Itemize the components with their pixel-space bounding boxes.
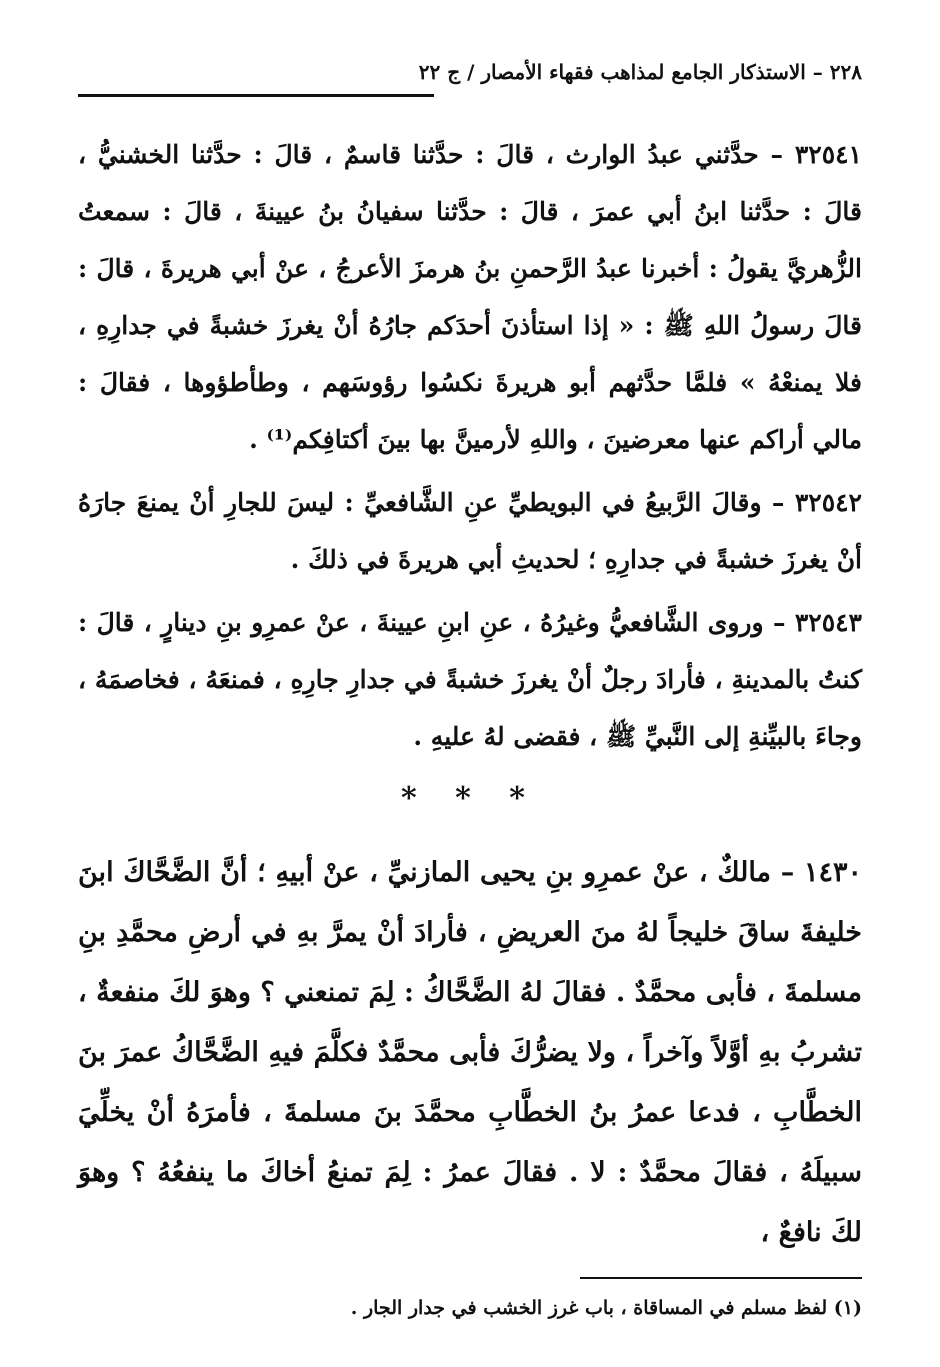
main-text	[78, 126, 862, 1269]
paragraph-number: ٣٢٥٤٢	[794, 488, 862, 517]
footnote-rule	[580, 1277, 862, 1279]
header-rule	[78, 94, 434, 97]
running-title: ٢٢٨ – الاستذكار الجامع لمذاهب فقهاء الأمصار / ج ٢٢	[418, 60, 862, 84]
paragraph-32542	[78, 474, 862, 588]
paragraph-number: ٣٢٥٤١	[794, 140, 862, 169]
hadith-number: ١٤٣٠	[803, 857, 862, 888]
paragraph-32543	[78, 594, 862, 765]
paragraph-text: – وقالَ الرَّبيعُ في البويطيِّ عنِ الشَّافعيِّ : ليسَ للجارِ أنْ يمنعَ جارَهُ أنْ يغرزَ خشبةً في جدارِهِ ؛ لحديثِ أبي هريرةَ في ذلكَ .	[78, 488, 862, 574]
page-header	[78, 60, 862, 100]
paragraph-text: – حدَّثني عبدُ الوارث ، قالَ : حدَّثنا قاسمٌ ، قالَ : حدَّثنا الخشنيُّ ، قالَ : حدَّثنا ابنُ أبي عمرَ ، قالَ : حدَّثنا سفيانُ بنُ عيينةَ ، قالَ : سمعتُ الزُّهريَّ يقولُ : أخبرنا عبدُ الرَّحمنِ بنُ هرمزَ الأعرجُ ، عنْ أبي هريرةَ ، قالَ : قالَ رسولُ اللهِ ﷺ : « إذا استأذنَ أحدَكم جارُهُ أنْ يغرزَ خشبةً في جدارِهِ ، فلا يمنعْهُ » فلمَّا حدَّثهم أبو هريرةَ نكسُوا رؤوسَهم ، وطأطؤوها ، فقالَ : مالي أراكم عنها معرضينَ ، واللهِ لأرمينَّ بها بينَ أكتافِكم⁽¹⁾ .	[78, 140, 862, 454]
paragraph-number: ٣٢٥٤٣	[794, 608, 862, 637]
footnote: (١) لفظ مسلم في المساقاة ، باب غرز الخشب في جدار الجار .	[350, 1297, 862, 1319]
section-separator: * * *	[401, 781, 539, 816]
hadith-text: – مالكٌ ، عنْ عمرِو بنِ يحيى المازنيِّ ، عنْ أبيهِ ؛ أنَّ الضَّحَّاكَ ابنَ خليفةَ ساقَ خليجاً لهُ منَ العريضِ ، فأرادَ أنْ يمرَّ بهِ في أرضِ محمَّدِ بنِ مسلمةَ ، فأبى محمَّدٌ . فقالَ لهُ الضَّحَّاكُ : لِمَ تمنعني ؟ وهوَ لكَ منفعةٌ ، تشربُ بهِ أوَّلاً وآخراً ، ولا يضرُّكَ فأبى محمَّدٌ فكلَّمَ فيهِ الضَّحَّاكُ عمرَ بنَ الخطَّابِ ، فدعا عمرُ بنُ الخطَّابِ محمَّدَ بنَ مسلمةَ ، فأمرَهُ أنْ يخلِّيَ سبيلَهُ ، فقالَ محمَّدٌ : لا . فقالَ عمرُ : لِمَ تمنعُ أخاكَ ما ينفعُهُ ؟ وهوَ لكَ نافعٌ ،	[78, 857, 862, 1248]
paragraph-32541	[78, 126, 862, 468]
hadith-1430	[78, 843, 862, 1263]
paragraph-text: – وروى الشَّافعيُّ وغيرُهُ ، عنِ ابنِ عيينةَ ، عنْ عمرِو بنِ دينارٍ ، قالَ : كنتُ بالمدينةِ ، فأرادَ رجلٌ أنْ يغرزَ خشبةً في جدارِ جارِهِ ، فمنعَهُ ، فخاصمَهُ ، وجاءَ بالبيِّنةِ إلى النَّبيِّ ﷺ ، فقضى لهُ عليهِ .	[78, 608, 862, 751]
